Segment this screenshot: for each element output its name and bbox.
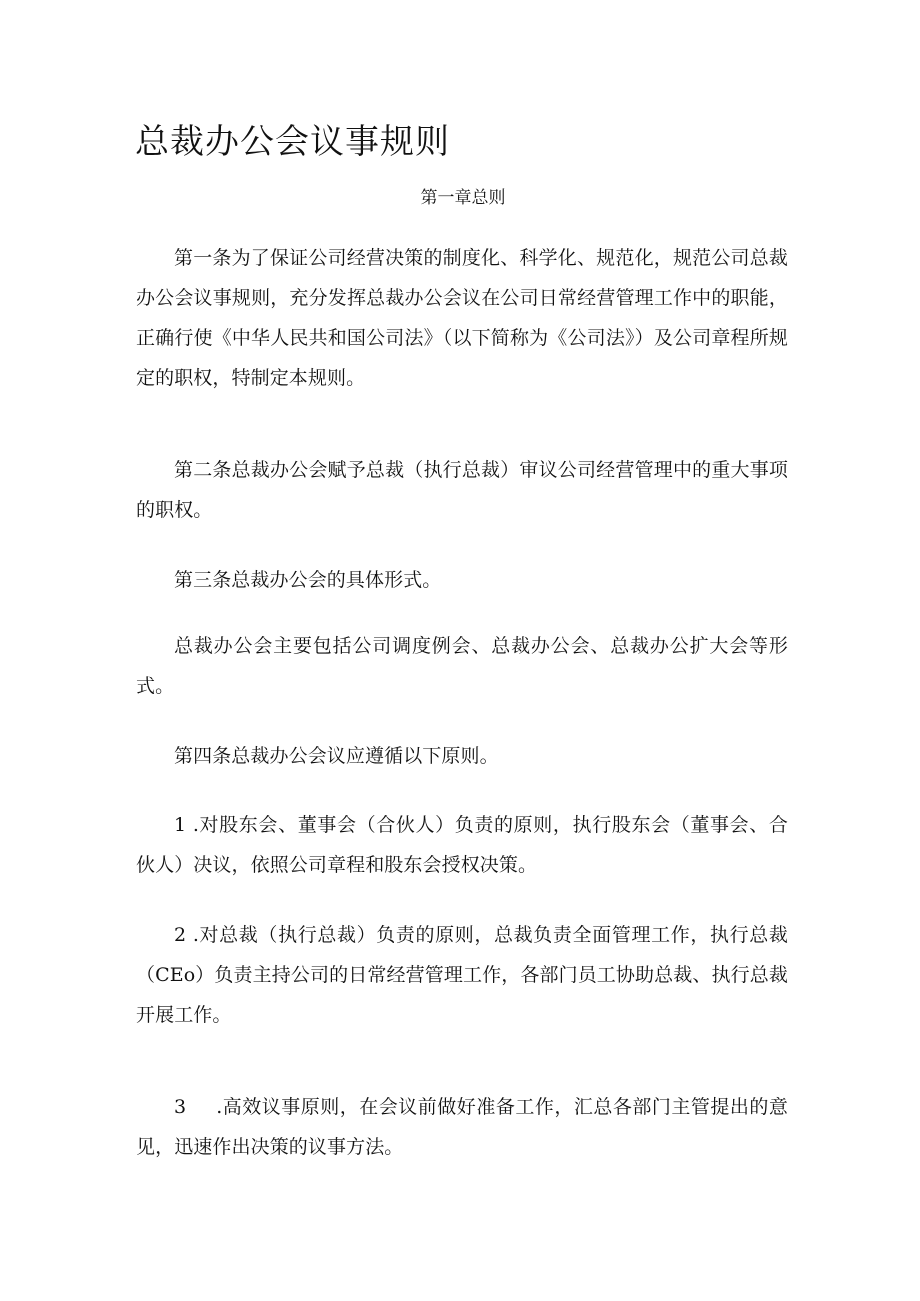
principle-1-paragraph: 1 .对股东会、董事会（合伙人）负责的原则，执行股东会（董事会、合伙人）决议，依照公司章程和股东会授权决策。 <box>136 814 788 876</box>
document-title: 总裁办公会议事规则 <box>135 122 450 162</box>
article-4-paragraph: 第四条总裁办公会议应遵循以下原则。 <box>174 745 499 767</box>
principle-2-paragraph: 2 .对总裁（执行总裁）负责的原则，总裁负责全面管理工作，执行总裁（CEo）负责主持公司的日常经营管理工作，各部门员工协助总裁、执行总裁开展工作。 <box>136 924 788 1026</box>
principle-3-number: 3 <box>174 1096 187 1118</box>
chapter-heading: 第一章总则 <box>420 188 506 208</box>
article-2-paragraph: 第二条总裁办公会赋予总裁（执行总裁）审议公司经营管理中的重大事项的职权。 <box>136 459 788 521</box>
article-1-paragraph: 第一条为了保证公司经营决策的制度化、科学化、规范化，规范公司总裁办公会议事规则，充分发挥总裁办公会议在公司日常经营管理工作中的职能，正确行使《中华人民共和国公司法》（以下简称为《公司法》）及公司章程所规定的职权，特制定本规则。 <box>136 247 788 389</box>
meeting-forms-paragraph: 总裁办公会主要包括公司调度例会、总裁办公会、总裁办公扩大会等形式。 <box>136 635 788 697</box>
principle-3-text: .高效议事原则，在会议前做好准备工作，汇总各部门主管提出的意见，迅速作出决策的议事方法。 <box>136 1096 788 1158</box>
article-3-paragraph: 第三条总裁办公会的具体形式。 <box>174 569 442 591</box>
principle-3-paragraph <box>136 1087 788 1167</box>
